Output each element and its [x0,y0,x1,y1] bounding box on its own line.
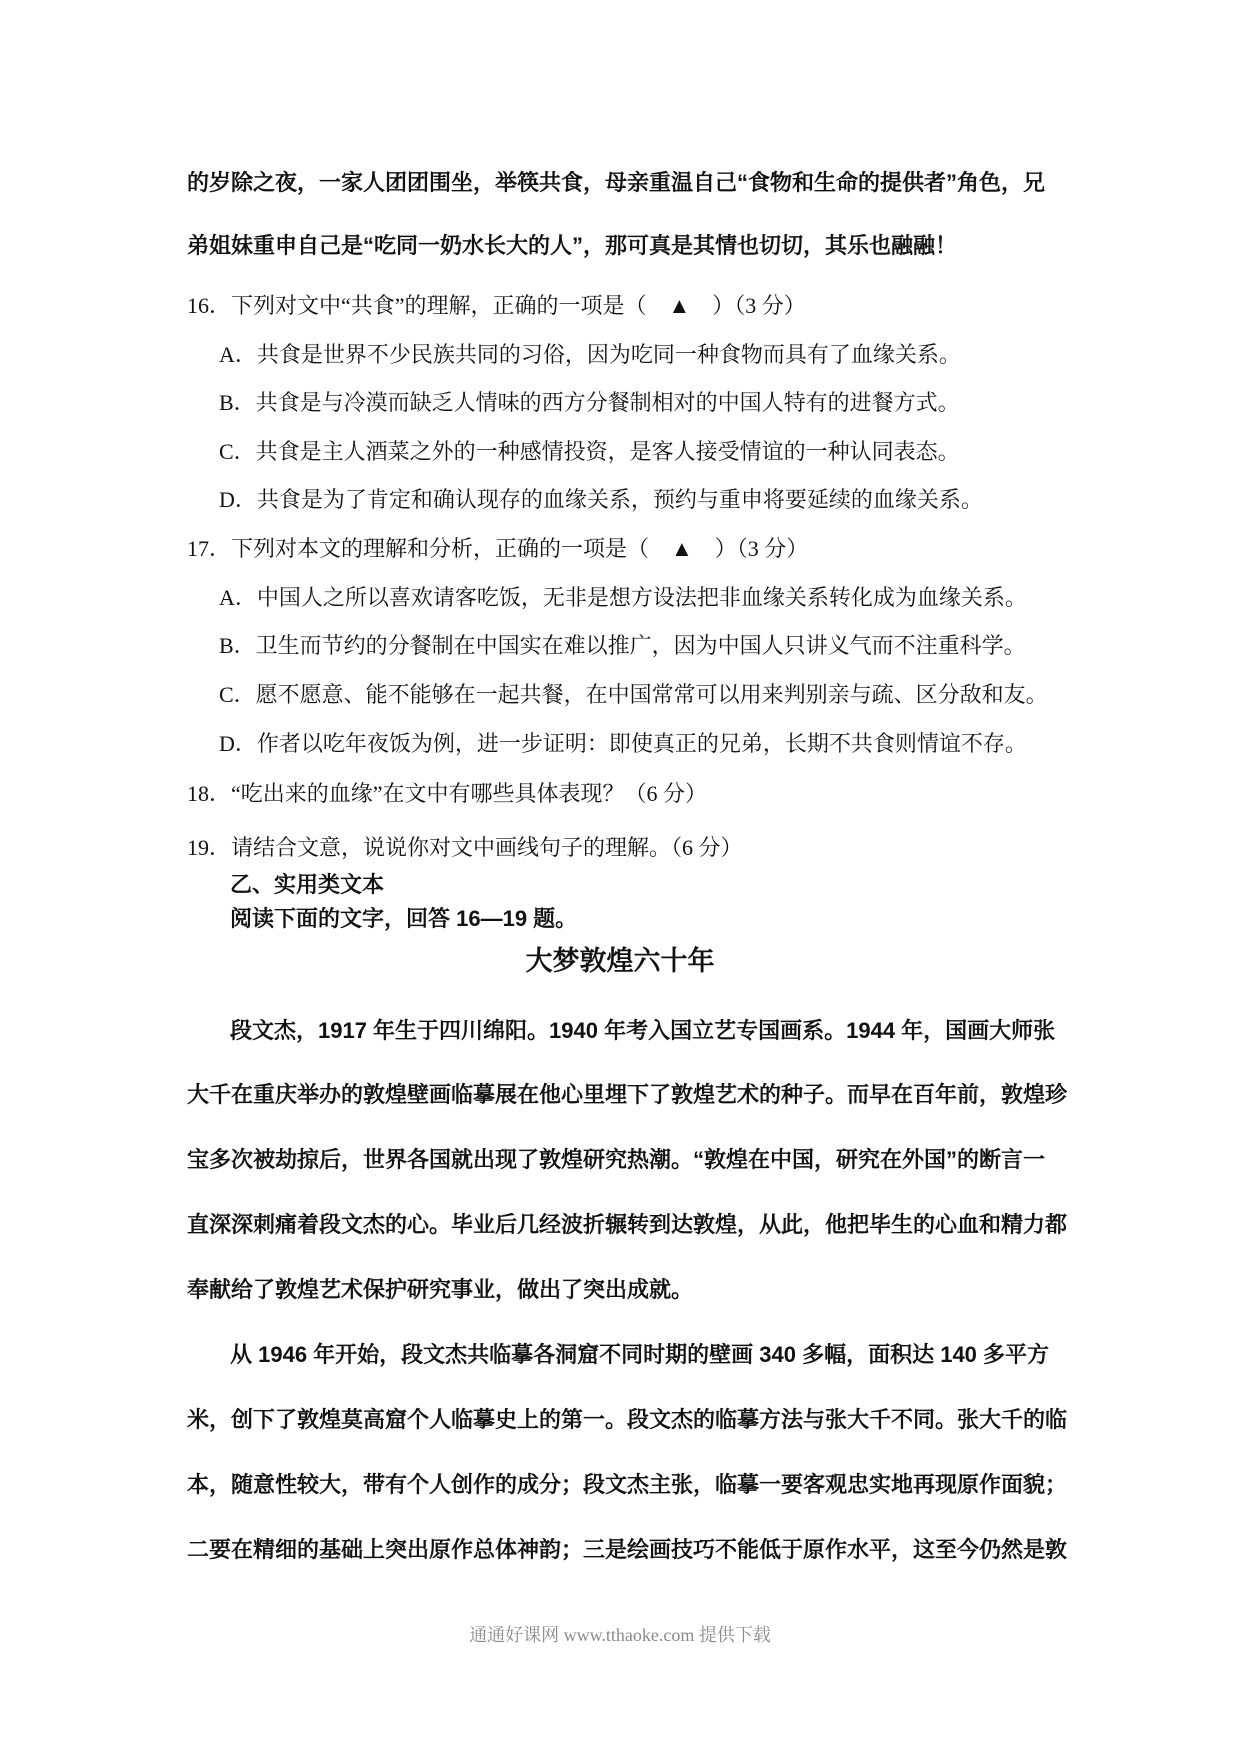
question-17-stem: 17．下列对本文的理解和分析，正确的一项是（ ▲ ）（3 分） [187,536,809,561]
article-paragraph-2-line: 本，随意性较大，带有个人创作的成分；段文杰主张，临摹一要客观忠实地再现原作面貌； [187,1472,1068,1497]
article-title: 大梦敦煌六十年 [525,946,715,976]
article-paragraph-1-line: 直深深刺痛着段文杰的心。毕业后几经波折辗转到达敦煌，从此，他把毕生的心血和精力都 [187,1212,1068,1237]
question-16-option-d: D．共食是为了肯定和确认现存的血缘关系，预约与重申将要延续的血缘关系。 [219,487,983,512]
question-17-option-b: B．卫生而节约的分餐制在中国实在难以推广，因为中国人只讲义气而不注重科学。 [219,633,1026,658]
question-17-option-c: C．愿不愿意、能不能够在一起共餐，在中国常常可以用来判别亲与疏、区分敌和友。 [219,682,1048,707]
intro-passage-line: 的岁除之夜，一家人团团围坐，举筷共食，母亲重温自己“食物和生命的提供者”角色，兄 [187,170,1046,195]
question-16-option-c: C．共食是主人酒菜之外的一种感情投资，是客人接受情谊的一种认同表态。 [219,439,960,464]
footer-watermark: 通通好课网 www.tthaoke.com 提供下载 [469,1625,771,1645]
article-paragraph-1-line: 段文杰，1917 年生于四川绵阳。1940 年考入国立艺专国画系。1944 年，国画大师张 [230,1018,1056,1043]
question-19-stem: 19．请结合文意，说说你对文中画线句子的理解。（6 分） [187,835,743,860]
question-16-option-a: A．共食是世界不少民族共同的习俗，因为吃同一种食物而具有了血缘关系。 [219,342,961,367]
section-instruction: 阅读下面的文字，回答 16—19 题。 [230,906,578,931]
question-16-stem: 16．下列对文中“共食”的理解，正确的一项是（ ▲ ）（3 分） [187,293,806,318]
question-17-option-a: A．中国人之所以喜欢请客吃饭，无非是想方设法把非血缘关系转化成为血缘关系。 [219,585,1027,610]
article-paragraph-1-line: 宝多次被劫掠后，世界各国就出现了敦煌研究热潮。“敦煌在中国，研究在外国”的断言一 [187,1147,1046,1172]
question-17-option-d: D．作者以吃年夜饭为例，进一步证明：即使真正的兄弟，长期不共食则情谊不存。 [219,731,1027,756]
article-paragraph-2-line: 从 1946 年开始，段文杰共临摹各洞窟不同时期的壁画 340 多幅，面积达 140 多平方 [230,1342,1050,1367]
article-paragraph-2-line: 二要在精细的基础上突出原作总体神韵；三是绘画技巧不能低于原作水平，这至今仍然是敦 [187,1537,1068,1562]
intro-passage-line: 弟姐妹重申自己是“吃同一奶水长大的人”，那可真是其情也切切，其乐也融融！ [187,233,958,258]
article-paragraph-2-line: 米，创下了敦煌莫高窟个人临摹史上的第一。段文杰的临摹方法与张大千不同。张大千的临 [187,1407,1068,1432]
question-18-stem: 18．“吃出来的血缘”在文中有哪些具体表现？（6 分） [187,781,708,806]
article-paragraph-1-line: 奉献给了敦煌艺术保护研究事业，做出了突出成就。 [187,1277,694,1302]
article-paragraph-1-line: 大千在重庆举办的敦煌壁画临摹展在他心里埋下了敦煌艺术的种子。而早在百年前，敦煌珍 [187,1082,1068,1107]
question-16-option-b: B．共食是与冷漠而缺乏人情味的西方分餐制相对的中国人特有的进餐方式。 [219,390,960,415]
section-label: 乙、实用类文本 [230,872,385,897]
